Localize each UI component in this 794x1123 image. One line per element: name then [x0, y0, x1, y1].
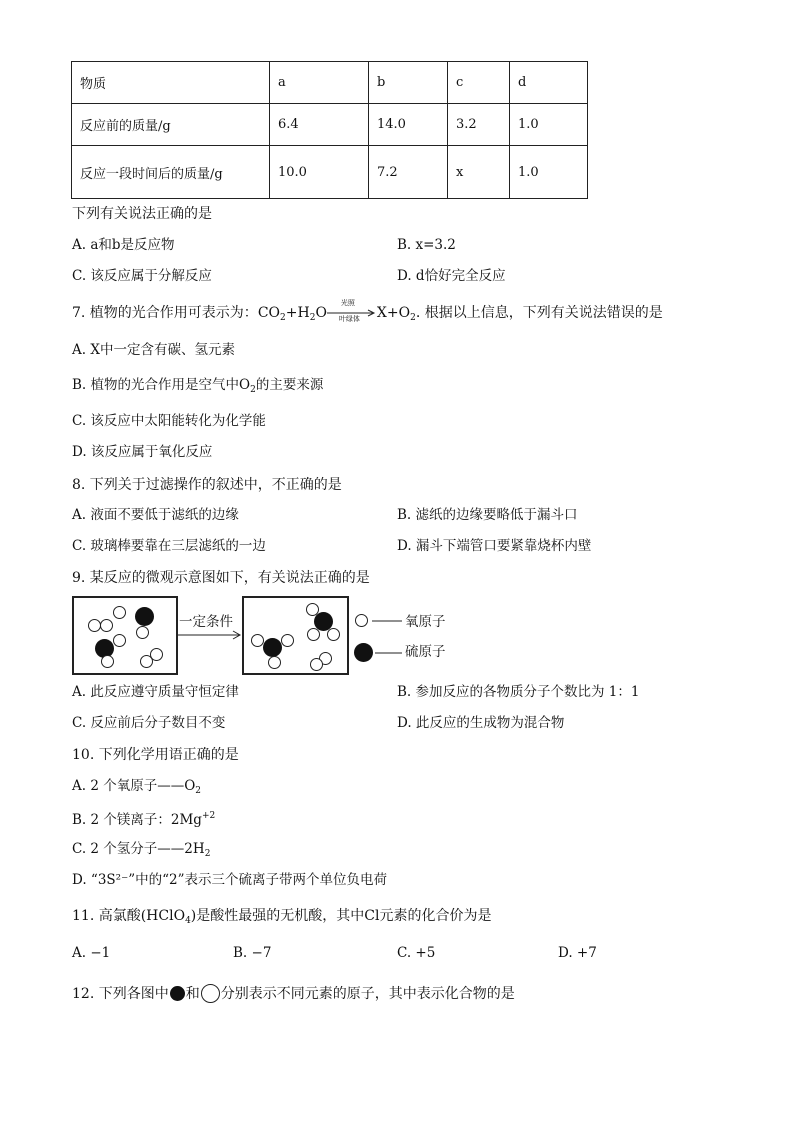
subscript: 2: [250, 385, 256, 395]
legend-oxygen-label: 氧原子: [405, 614, 446, 630]
table-cell: 反应前的质量/g: [72, 104, 270, 146]
option-text: B. 植物的光合作用是空气中: [72, 377, 240, 393]
option-text: 的主要来源: [255, 377, 324, 393]
table-cell: 6.4: [270, 104, 369, 146]
option-c: C. 反应前后分子数目不变: [72, 715, 226, 731]
formula-x: X: [376, 305, 387, 321]
formula-h: H: [297, 305, 310, 321]
option-d: D. “3S²⁻”中的“2”表示三个硫离子带两个单位负电荷: [72, 872, 387, 888]
option-a: A. a和b是反应物: [72, 237, 175, 253]
question-11-stem: [72, 909, 491, 926]
option-a: A. 液面不要低于滤纸的边缘: [72, 507, 239, 523]
oxygen-atom: [281, 634, 294, 647]
question-9-stem: 9. 某反应的微观示意图如下，有关说法正确的是: [72, 570, 370, 586]
option-b: [72, 379, 323, 395]
oxygen-atom: [100, 619, 113, 632]
formula-close: ): [190, 908, 197, 924]
stem-prefix: 7. 植物的光合作用可表示为：: [72, 305, 258, 321]
option-d: D. 该反应属于氧化反应: [72, 444, 213, 460]
option-c: C. 玻璃棒要靠在三层滤纸的一边: [72, 538, 266, 554]
oxygen-atom: [310, 658, 323, 671]
question-stem: 下列有关说法正确的是: [72, 206, 212, 222]
stem-suffix: . 根据以上信息，下列有关说法错误的是: [415, 305, 663, 321]
arrow-top-label: 光照: [340, 299, 355, 307]
table-cell: 14.0: [369, 104, 448, 146]
white-atom-icon: [201, 984, 220, 1003]
after-box: [242, 596, 349, 675]
subscript: 2: [309, 313, 316, 323]
plus-sign: +: [285, 305, 298, 321]
table-cell: b: [369, 62, 448, 104]
oxygen-atom: [327, 628, 340, 641]
oxygen-atom: [251, 634, 264, 647]
question-7-stem: [72, 299, 663, 323]
sulfur-atom: [135, 607, 154, 626]
formula-co: CO: [257, 305, 281, 321]
subscript: 2: [204, 849, 211, 859]
black-atom-icon: [170, 986, 185, 1001]
legend-sulfur-icon: [354, 643, 373, 662]
superscript: +2: [201, 811, 216, 821]
option-a: A. X中一定含有碳、氢元素: [72, 342, 235, 358]
table-cell: 1.0: [510, 104, 588, 146]
table-row: [72, 104, 588, 146]
option-b: B. −7: [233, 945, 272, 961]
option-c: [72, 843, 210, 859]
table-row: [72, 146, 588, 199]
option-text: B. 2 个镁离子：2Mg: [72, 812, 202, 828]
formula-o: O: [315, 305, 327, 321]
reaction-arrow: [327, 299, 377, 323]
option-b: B. 参加反应的各物质分子个数比为 1：1: [397, 684, 640, 700]
table-cell: x: [448, 146, 510, 199]
table-cell: 7.2: [369, 146, 448, 199]
oxygen-atom: [136, 626, 149, 639]
option-b: B. 滤纸的边缘要略低于漏斗口: [397, 507, 578, 523]
formula-hclo4: (HClO: [140, 908, 186, 924]
formula-o: O: [239, 377, 251, 393]
legend-line: [372, 620, 402, 622]
option-b: B. x=3.2: [397, 237, 456, 253]
question-8-stem: 8. 下列关于过滤操作的叙述中，不正确的是: [72, 477, 342, 493]
option-c: C. 该反应中太阳能转化为化学能: [72, 413, 266, 429]
mass-table: [71, 61, 588, 199]
table-cell: 反应一段时间后的质量/g: [72, 146, 270, 199]
arrow-bottom-label: 叶绿体: [338, 315, 360, 323]
option-b: [72, 812, 215, 828]
stem-text: 是酸性最强的无机酸，其中Cl元素的化合价为是: [196, 908, 492, 924]
before-box: [72, 596, 178, 675]
legend-sulfur-label: 硫原子: [405, 644, 446, 660]
legend-line: [375, 652, 402, 654]
question-10-stem: 10. 下列化学用语正确的是: [72, 747, 239, 763]
table-cell: d: [510, 62, 588, 104]
question-12-stem: [72, 984, 515, 1003]
arrow-label: 一定条件: [179, 614, 233, 630]
option-d: D. d恰好完全反应: [397, 268, 506, 284]
oxygen-atom: [307, 628, 320, 641]
subscript: 2: [195, 786, 202, 796]
oxygen-atom: [101, 655, 114, 668]
option-d: D. 此反应的生成物为混合物: [397, 715, 565, 731]
option-d: D. +7: [558, 945, 597, 961]
table-cell: 1.0: [510, 146, 588, 199]
option-a: A. 此反应遵守质量守恒定律: [72, 684, 239, 700]
option-d: D. 漏斗下端管口要紧靠烧杯内壁: [397, 538, 592, 554]
option-text: A. 2 个氧原子——O: [72, 778, 196, 794]
option-c: C. 该反应属于分解反应: [72, 268, 212, 284]
table-cell: 10.0: [270, 146, 369, 199]
stem-text: 和: [185, 985, 200, 1002]
table-cell: 物质: [72, 62, 270, 104]
option-a: A. −1: [72, 945, 111, 961]
stem-text: 12. 下列各图中: [72, 985, 169, 1002]
legend-oxygen-icon: [355, 614, 368, 627]
stem-text: 分别表示不同元素的原子，其中表示化合物的是: [220, 985, 515, 1002]
arrow-icon: [177, 630, 243, 640]
table-cell: 3.2: [448, 104, 510, 146]
option-text: C. 2 个氢分子——2H: [72, 841, 205, 857]
oxygen-atom: [113, 606, 126, 619]
oxygen-atom: [140, 655, 153, 668]
subscript: 2: [410, 313, 416, 323]
oxygen-atom: [268, 656, 281, 669]
sulfur-atom: [263, 638, 282, 657]
subscript: 2: [280, 313, 286, 323]
oxygen-atom: [113, 634, 126, 647]
subscript: 4: [185, 916, 191, 926]
plus-sign: +: [386, 305, 399, 321]
table-cell: a: [270, 62, 369, 104]
option-c: C. +5: [397, 945, 436, 961]
table-cell: c: [448, 62, 510, 104]
table-header-row: [72, 62, 588, 104]
option-a: [72, 780, 201, 796]
stem-text: 11. 高氯酸: [72, 908, 141, 924]
formula-o2: O: [398, 305, 411, 321]
